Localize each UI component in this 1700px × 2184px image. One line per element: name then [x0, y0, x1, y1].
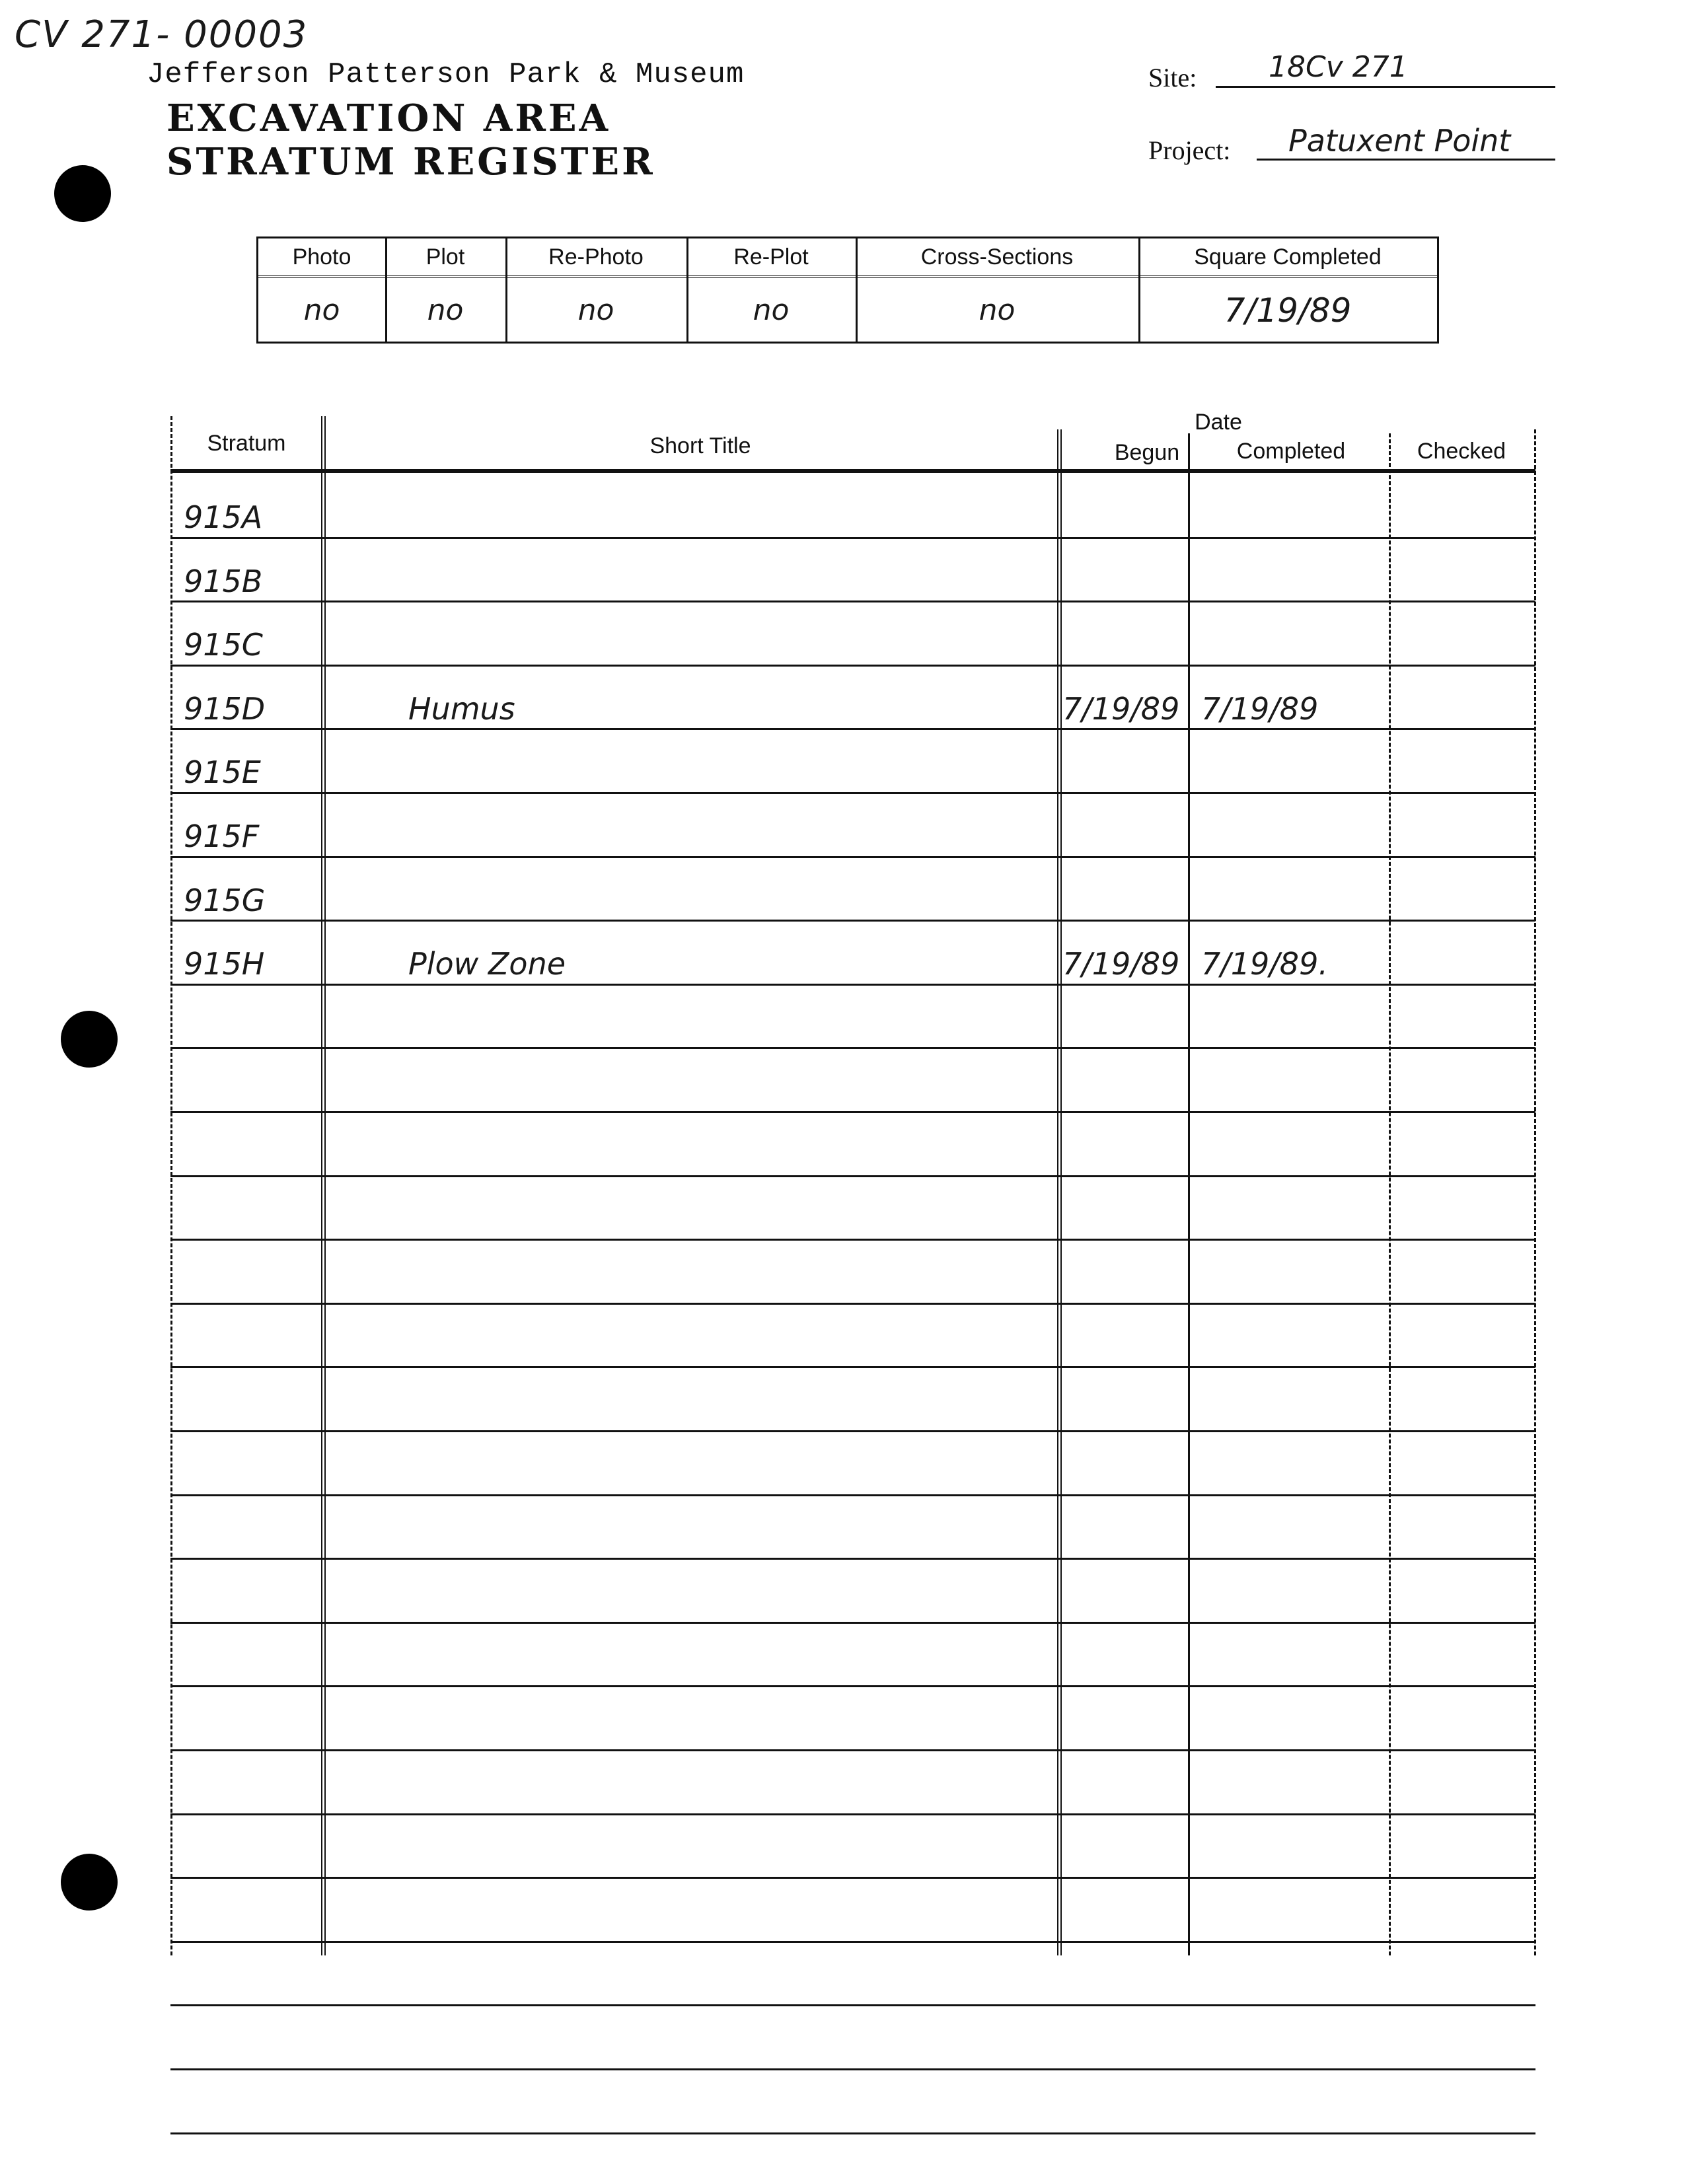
- stratum-cell: 915C: [184, 627, 263, 663]
- table-row: [170, 1175, 1535, 1239]
- table-row: [170, 601, 1535, 665]
- value-cross-sections: no: [979, 293, 1016, 327]
- table-row: [170, 1877, 1535, 1941]
- value-square-completed: 7/19/89: [1224, 291, 1352, 330]
- short-title-cell: Humus: [408, 690, 515, 727]
- header-stratum: Stratum: [207, 431, 286, 456]
- header-checked: Checked: [1417, 439, 1506, 464]
- header-begun: Begun: [1114, 440, 1180, 465]
- binder-hole-bottom: [61, 1854, 118, 1911]
- value-re-photo: no: [577, 293, 614, 327]
- project-value: Patuxent Point: [1288, 123, 1511, 159]
- table-row: [170, 1558, 1535, 1622]
- header-re-photo: Re-Photo: [548, 244, 644, 270]
- stratum-register-table: [170, 410, 1535, 1962]
- table-row: [170, 920, 1535, 984]
- header-re-plot: Re-Plot: [733, 244, 809, 270]
- table-row: [170, 1239, 1535, 1303]
- header-cross-sections: Cross-Sections: [920, 244, 1074, 270]
- table-row: [170, 856, 1535, 920]
- value-plot: no: [427, 293, 464, 327]
- date-group-header: Date: [1195, 410, 1242, 435]
- header-short-title: Short Title: [649, 433, 751, 458]
- binder-hole-top: [54, 165, 111, 222]
- row-rule: [170, 2132, 1535, 2134]
- header-square-completed: Square Completed: [1194, 244, 1382, 270]
- table-row: [170, 537, 1535, 601]
- project-label: Project:: [1148, 135, 1231, 165]
- table-row: [170, 1494, 1535, 1558]
- site-underline: [1216, 86, 1555, 88]
- organization-name: Jefferson Patterson Park & Museum: [147, 58, 745, 91]
- recording-status-table: [256, 237, 1439, 344]
- header-photo: Photo: [292, 244, 351, 270]
- table-row: [170, 984, 1535, 1048]
- binder-hole-middle: [61, 1011, 118, 1068]
- project-underline: [1257, 159, 1555, 161]
- stratum-cell: 915G: [184, 882, 266, 918]
- site-label: Site:: [1148, 63, 1197, 92]
- table-row: [170, 1813, 1535, 1877]
- value-re-plot: no: [753, 293, 790, 327]
- header-completed: Completed: [1236, 439, 1346, 464]
- begun-cell: 7/19/89: [1062, 946, 1180, 982]
- table-row: [170, 1749, 1535, 1813]
- header-plot: Plot: [425, 244, 465, 270]
- stratum-cell: 915B: [184, 563, 263, 599]
- stratum-cell: 915H: [184, 946, 265, 982]
- table-row: [170, 1430, 1535, 1494]
- stratum-cell: 915A: [184, 499, 263, 535]
- form-title-line-2: STRATUM REGISTER: [166, 140, 655, 184]
- short-title-cell: Plow Zone: [408, 946, 566, 982]
- completed-cell: 7/19/89.: [1201, 946, 1328, 982]
- table-row: [170, 1366, 1535, 1430]
- table-row: [170, 665, 1535, 729]
- table-row: [170, 2004, 1535, 2068]
- document-id: CV 271- 00003: [15, 13, 309, 56]
- value-photo: no: [303, 293, 340, 327]
- stratum-cell: 915E: [184, 754, 261, 791]
- site-value: 18Cv 271: [1269, 50, 1408, 84]
- table-row: [170, 1111, 1535, 1175]
- stratum-cell: 915F: [184, 819, 260, 854]
- table-row: [170, 1047, 1535, 1111]
- table-row: [170, 1622, 1535, 1686]
- table-row: [170, 2068, 1535, 2132]
- begun-cell: 7/19/89: [1062, 690, 1180, 727]
- table-row: [170, 473, 1535, 537]
- stratum-cell: 915D: [184, 690, 266, 727]
- form-title-line-1: EXCAVATION AREA: [166, 96, 611, 140]
- completed-cell: 7/19/89: [1201, 690, 1319, 727]
- table-row: [170, 1685, 1535, 1749]
- table-row: [170, 1303, 1535, 1367]
- table-row: [170, 792, 1535, 856]
- table-row: [170, 1941, 1535, 2005]
- table-row: [170, 728, 1535, 792]
